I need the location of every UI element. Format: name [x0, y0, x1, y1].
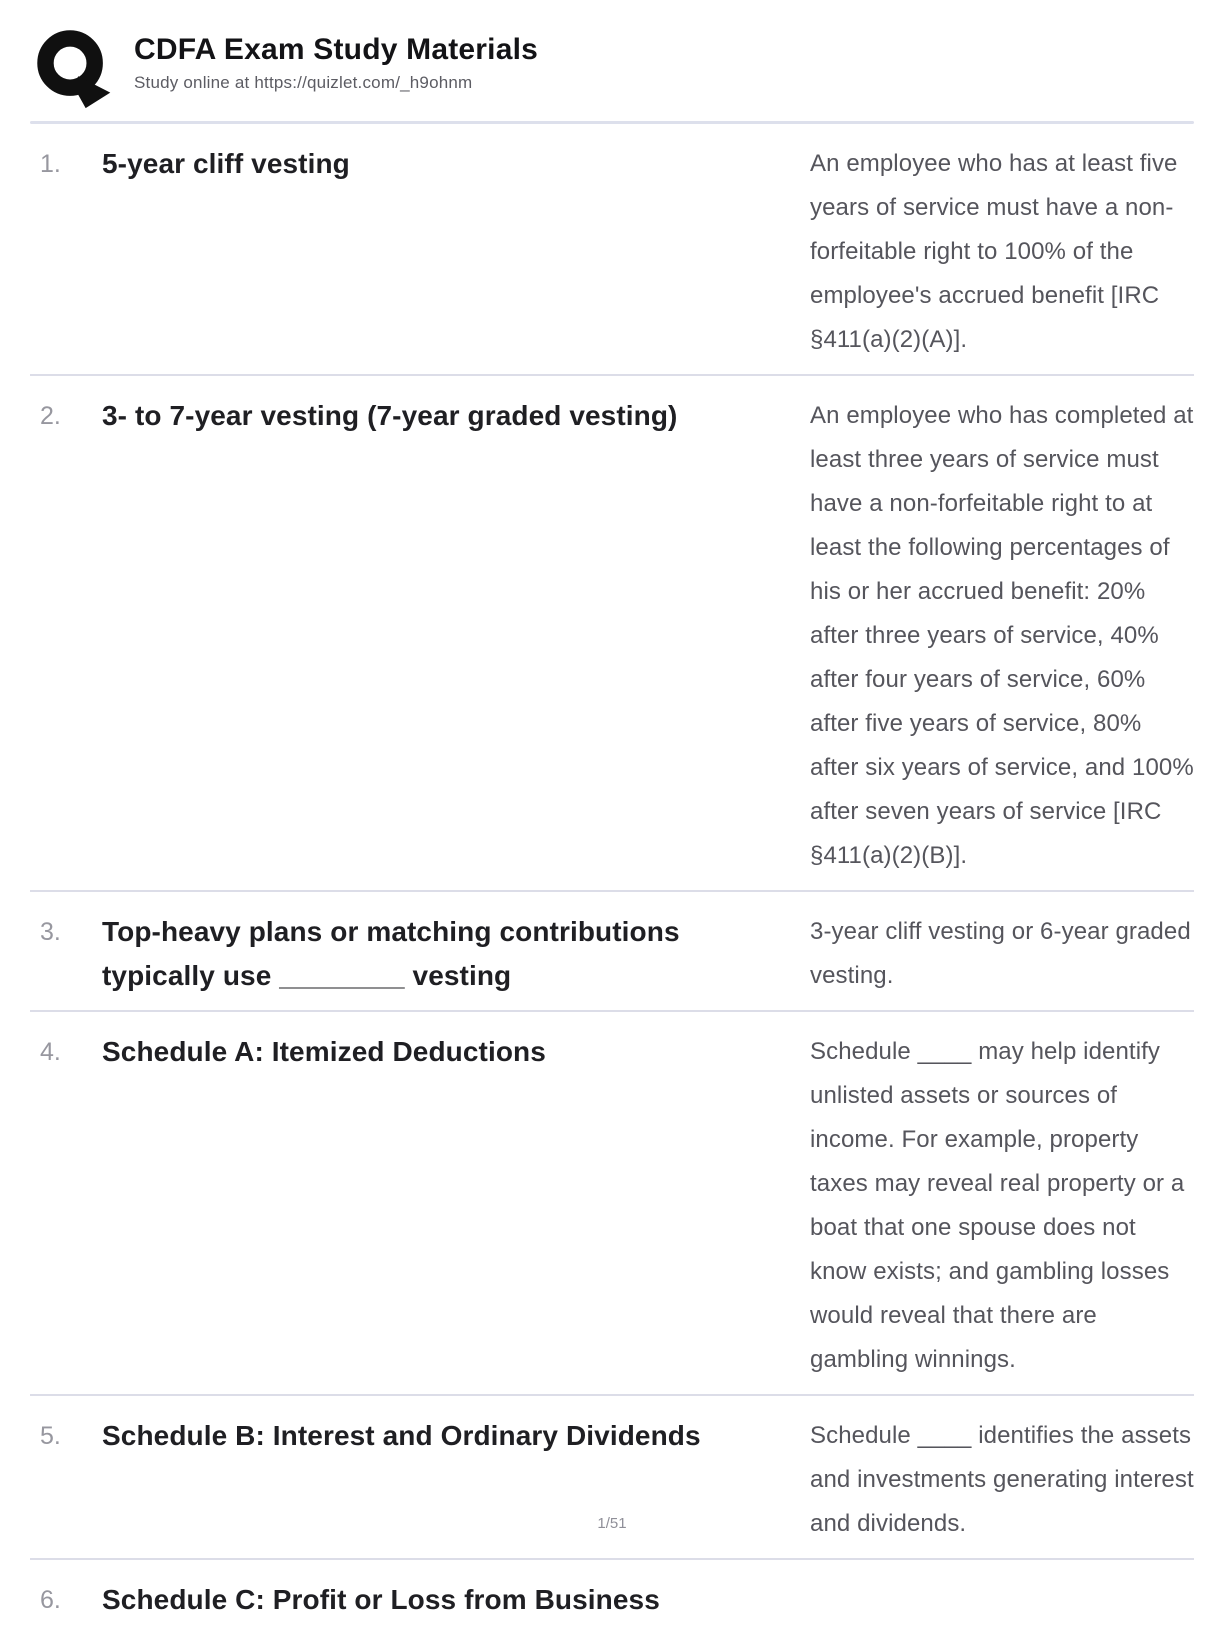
card-number: 4.: [40, 1038, 61, 1066]
page-indicator: 1/51: [597, 1515, 627, 1532]
card-definition: An employee who has completed at least three years of service must have a non-forfeitable right to at least the following percentages of his or her accrued benefit: 20% after three years of service, 40% after four years of service, 60% after five years of service, 80% after six years of service, and 100% after seven years of service [IRC §411(a)(2)(B)].: [810, 402, 1194, 869]
card-row: [30, 124, 1194, 374]
card-term: Schedule B: Interest and Ordinary Dividends: [102, 1420, 701, 1451]
quizlet-q-logo-icon: [34, 24, 116, 112]
card-definition: Schedule ____ may help identify unlisted assets or sources of income. For example, property taxes may reveal real property or a boat that one spouse does not know exists; and gambling losses would reveal that there are gambling winnings.: [810, 1038, 1185, 1373]
card-term: 5-year cliff vesting: [102, 148, 350, 179]
card-number: 2.: [40, 402, 61, 430]
study-online-url[interactable]: Study online at https://quizlet.com/_h9ohnm: [134, 73, 473, 92]
card-list: [0, 124, 1224, 1634]
card-number: 1.: [40, 150, 61, 178]
card-definition: 3-year cliff vesting or 6-year graded vesting.: [810, 918, 1191, 989]
card-definition: [810, 1578, 1194, 1622]
card-term: 3- to 7-year vesting (7-year graded vesting): [102, 400, 678, 431]
card-row: [30, 374, 1194, 890]
card-definition: Schedule ____ identifies the assets and investments generating interest and dividends.: [810, 1422, 1194, 1537]
card-row: [30, 1010, 1194, 1394]
card-term: Schedule C: Profit or Loss from Business: [102, 1584, 660, 1615]
card-row: [30, 890, 1194, 1010]
card-row: [30, 1558, 1194, 1634]
card-number: 6.: [40, 1586, 61, 1614]
header: [0, 0, 1224, 112]
header-text: [134, 24, 538, 93]
card-number: 3.: [40, 918, 61, 946]
card-term: Schedule A: Itemized Deductions: [102, 1036, 546, 1067]
card-definition: An employee who has at least five years of service must have a non-forfeitable right to 100% of the employee's accrued benefit [IRC §411(a)(2)(A)].: [810, 150, 1178, 353]
card-term: Top-heavy plans or matching contributions typically use ________ vesting: [102, 916, 680, 991]
page-title: CDFA Exam Study Materials: [134, 33, 539, 66]
card-number: 5.: [40, 1422, 61, 1450]
footer: [0, 1515, 1224, 1532]
card-row: [30, 1394, 1194, 1558]
